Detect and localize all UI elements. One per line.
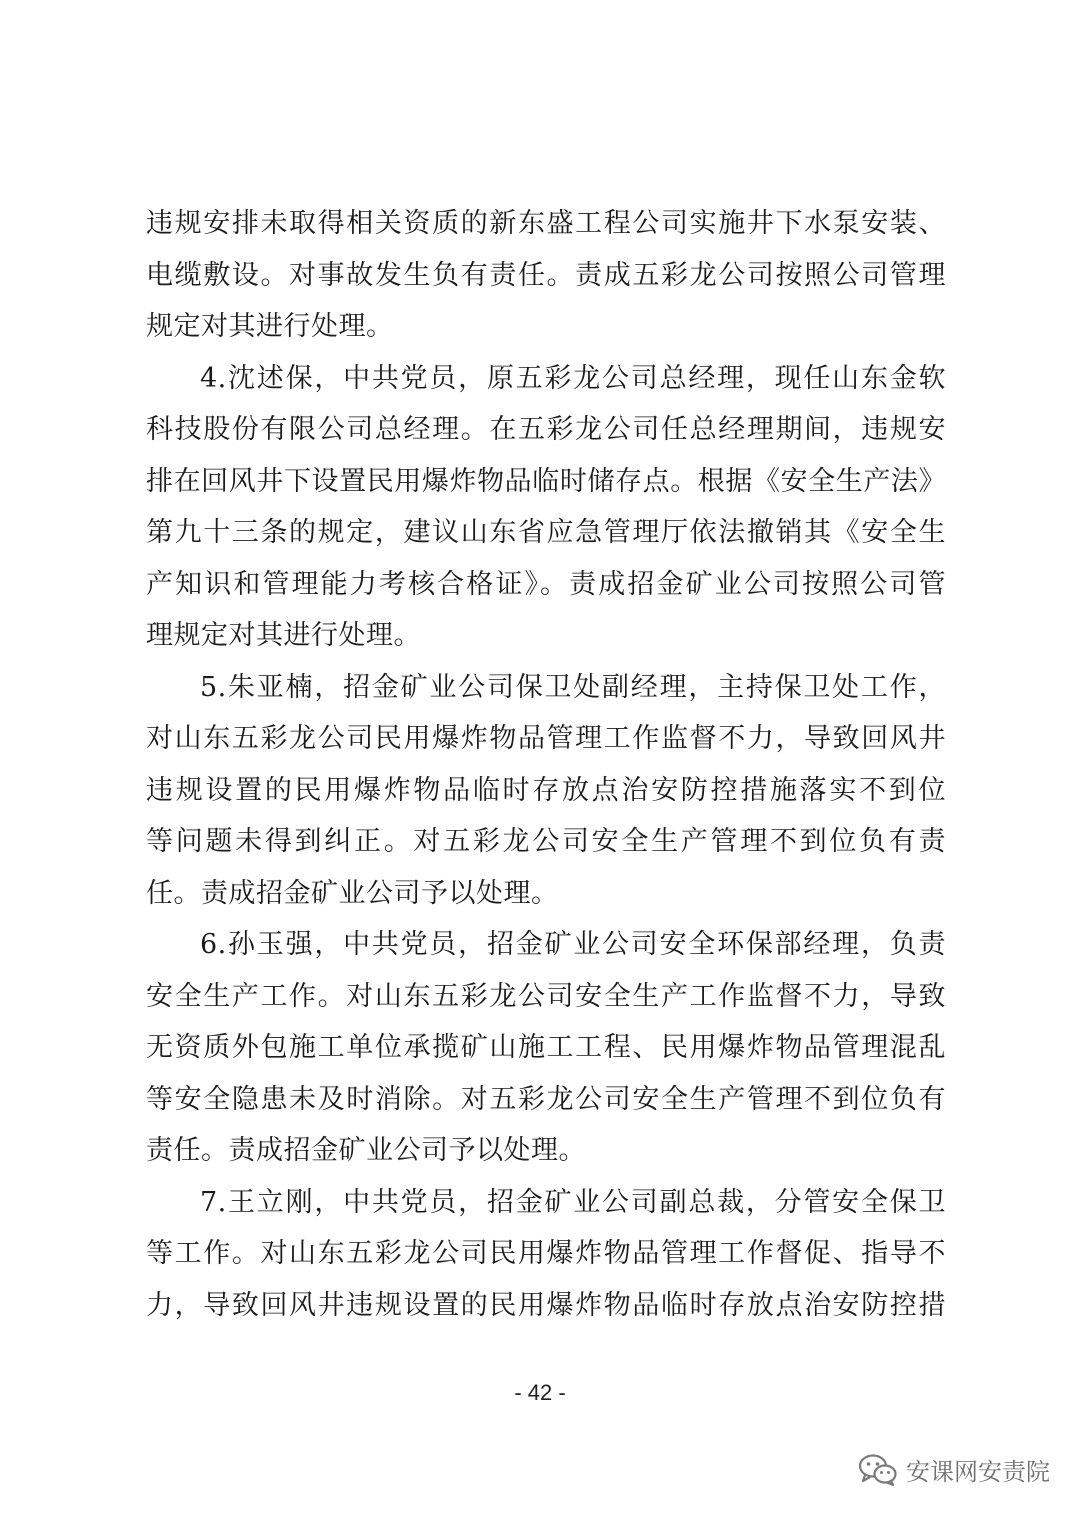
text-line: 等问题未得到纠正。对五彩龙公司安全生产管理不到位负有责 [146, 826, 946, 857]
text-line: 6.孙玉强，中共党员，招金矿业公司安全环保部经理，负责 [200, 929, 946, 960]
text-line: 电缆敷设。对事故发生负有责任。责成五彩龙公司按照公司管理 [146, 259, 946, 291]
text-line: 违规安排未取得相关资质的新东盛工程公司实施井下水泵安装、 [146, 208, 946, 239]
text-line: 力，导致回风井违规设置的民用爆炸物品临时存放点治安防控措 [146, 1289, 946, 1321]
page-number: - 42 - [514, 1380, 566, 1405]
text-line: 安全生产工作。对山东五彩龙公司安全生产工作监督不力，导致 [146, 980, 946, 1012]
watermark [858, 1452, 1050, 1487]
text-line: 4.沈述保，中共党员，原五彩龙公司总经理，现任山东金软 [200, 362, 946, 394]
document-body [146, 198, 946, 1331]
text-line: 科技股份有限公司总经理。在五彩龙公司任总经理期间，违规安 [146, 414, 946, 445]
text-line: 任。责成招金矿业公司予以处理。 [146, 877, 559, 909]
text-line: 等工作。对山东五彩龙公司民用爆炸物品管理工作督促、指导不 [146, 1238, 946, 1269]
text-line: 对山东五彩龙公司民用爆炸物品管理工作监督不力，导致回风井 [146, 723, 946, 754]
wechat-icon [858, 1453, 898, 1487]
text-line: 7.王立刚，中共党员，招金矿业公司副总裁，分管安全保卫 [200, 1186, 946, 1218]
text-line: 产知识和管理能力考核合格证》。责成招金矿业公司按照公司管 [146, 568, 946, 600]
text-line: 5.朱亚楠，招金矿业公司保卫处副经理，主持保卫处工作， [200, 671, 946, 703]
text-line: 规定对其进行处理。 [146, 311, 394, 342]
text-line: 第九十三条的规定，建议山东省应急管理厅依法撤销其《安全生 [146, 517, 946, 548]
text-line: 无资质外包施工单位承揽矿山施工工程、民用爆炸物品管理混乱 [146, 1032, 946, 1063]
text-line: 违规设置的民用爆炸物品临时存放点治安防控措施落实不到位 [146, 774, 946, 806]
text-line: 排在回风井下设置民用爆炸物品临时储存点。根据《安全生产法》 [146, 465, 946, 497]
text-line: 理规定对其进行处理。 [146, 620, 421, 651]
watermark-text: 安课网安责院 [906, 1458, 1050, 1486]
text-line: 等安全隐患未及时消除。对五彩龙公司安全生产管理不到位负有 [146, 1083, 946, 1115]
text-line: 责任。责成招金矿业公司予以处理。 [146, 1135, 586, 1166]
